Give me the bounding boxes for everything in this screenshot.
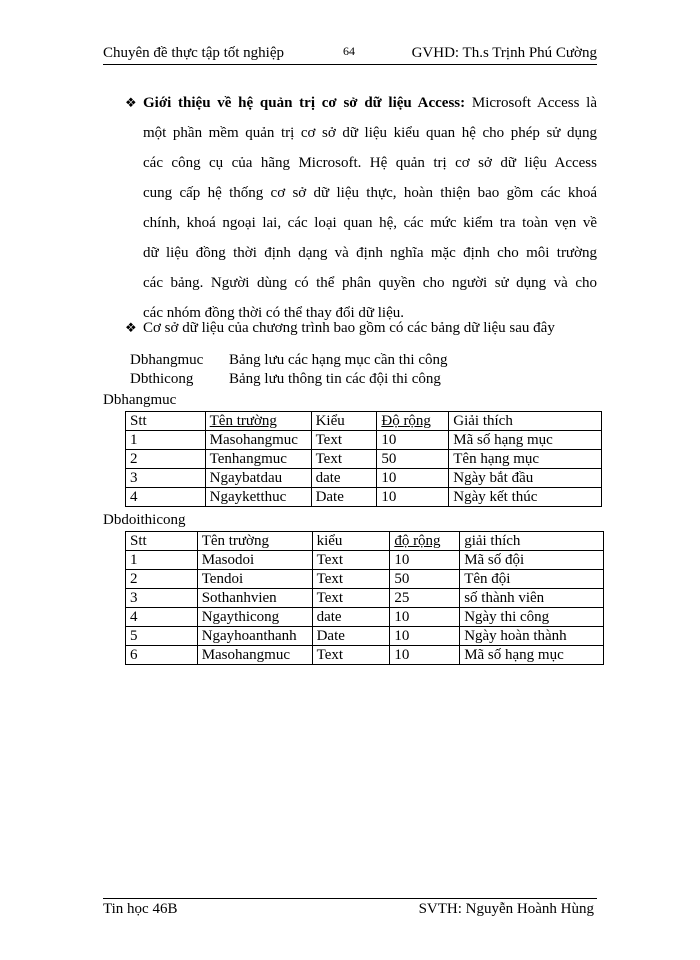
column-header: Giải thích [449,412,602,431]
table-cell: Tenhangmuc [205,450,311,469]
column-header: giải thích [460,532,604,551]
table-cell: Tên đội [460,570,604,589]
table-cell: 10 [390,551,460,570]
table-definition-list [130,352,447,390]
table-cell: Ngaybatdau [205,469,311,488]
column-header: Kiểu [311,412,377,431]
table-cell: 10 [377,431,449,450]
table-cell: 1 [126,431,206,450]
table-cell: 2 [126,570,198,589]
table-cell: 10 [377,469,449,488]
table-cell: date [312,608,390,627]
column-header: Tên trường [205,412,311,431]
table-cell: 10 [390,608,460,627]
column-header: Stt [126,412,206,431]
table-cell: Mã số hạng mục [449,431,602,450]
table-row [126,488,602,507]
table-cell: 4 [126,608,198,627]
table-row [126,450,602,469]
table-cell: Tên hạng mục [449,450,602,469]
table-cell: 10 [390,627,460,646]
intro-line-1-rest: Microsoft Access là [465,95,597,111]
column-header: Stt [126,532,198,551]
table-header-row [126,532,604,551]
table-cell: Mã số hạng mục [460,646,604,665]
definition-table-name: Dbthicong [130,371,194,387]
definition-row [130,352,447,371]
table-row [126,627,604,646]
column-header: độ rộng [390,532,460,551]
table-cell: Text [312,570,390,589]
dbhangmuc-table [125,411,602,507]
table-cell: Ngày thi công [460,608,604,627]
access-intro-paragraph [125,88,597,328]
table-cell: 3 [126,589,198,608]
footer-class: Tin học 46B [103,901,178,917]
intro-line: chính, khoá ngoại lai, các loại quan hệ, các mức kiểm tra toàn vẹn về [143,215,597,231]
intro-line: các công cụ của hãng Microsoft. Hệ quản trị cơ sở dữ liệu Access [143,155,597,171]
table-cell: Ngayketthuc [205,488,311,507]
table-row [126,570,604,589]
intro-bold-title: Giới thiệu về hệ quản trị cơ sở dữ liệu Access: [143,95,466,111]
dbdoithicong-table [125,531,604,665]
table2-title: Dbdoithicong [103,512,186,528]
intro-line: các bảng. Người dùng có thể phân quyền cho người sử dụng và cho [143,275,597,291]
table-row [126,589,604,608]
footer-student: SVTH: Nguyễn Hoành Hùng [418,901,594,917]
diamond-bullet-icon: ❖ [125,95,137,110]
table-cell: 1 [126,551,198,570]
table-cell: 50 [390,570,460,589]
table-cell: Text [311,431,377,450]
page-header [103,44,597,65]
intro-line-1 [125,88,597,118]
table-cell: Text [311,450,377,469]
header-course-title: Chuyên đề thực tập tốt nghiệp [103,45,285,61]
column-header: Tên trường [197,532,312,551]
table-cell: Ngày hoàn thành [460,627,604,646]
diamond-bullet-icon: ❖ [125,320,137,335]
column-header: Độ rộng [377,412,449,431]
table-cell: Ngayhoanthanh [197,627,312,646]
page-footer [103,898,597,921]
definition-row [130,371,447,390]
definition-table-name: Dbhangmuc [130,352,204,368]
table-cell: Date [312,627,390,646]
table1-title: Dbhangmuc [103,392,177,408]
table-row [126,608,604,627]
table-cell: 6 [126,646,198,665]
table-cell: Text [312,589,390,608]
table-cell: Sothanhvien [197,589,312,608]
database-lead-text [125,320,555,337]
column-header: kiểu [312,532,390,551]
table-cell: Masodoi [197,551,312,570]
header-supervisor: GVHD: Th.s Trịnh Phú Cường [411,45,597,61]
table-cell: 4 [126,488,206,507]
table-cell: Ngaythicong [197,608,312,627]
table-cell: số thành viên [460,589,604,608]
table-cell: Masohangmuc [197,646,312,665]
definition-description: Bảng lưu các hạng mục cần thi công [229,352,448,368]
table-cell: 10 [390,646,460,665]
table-cell: Date [311,488,377,507]
table-cell: Ngày bắt đầu [449,469,602,488]
intro-line: dữ liệu đồng thời định dạng và định nghĩa mặc định cho môi trường [143,245,597,261]
table-cell: 10 [377,488,449,507]
intro-line: cung cấp hệ thống cơ sở dữ liệu thực, hoàn thiện bao gồm các khoá [143,185,597,201]
table-cell: 5 [126,627,198,646]
table-header-row [126,412,602,431]
definition-description: Bảng lưu thông tin các đội thi công [229,371,441,387]
intro-line: một phần mềm quản trị cơ sở dữ liệu kiểu quan hệ cho phép sử dụng [143,125,597,141]
table-row [126,551,604,570]
table-cell: 3 [126,469,206,488]
table-row [126,469,602,488]
table-cell: Text [312,646,390,665]
table-cell: Text [312,551,390,570]
table-cell: date [311,469,377,488]
intro-line: các nhóm đồng thời có thể thay đổi dữ liệu. [143,305,405,321]
table-cell: 2 [126,450,206,469]
table-cell: Tendoi [197,570,312,589]
table-cell: Mã số đội [460,551,604,570]
lead-text: Cơ sở dữ liệu của chương trình bao gồm có các bảng dữ liệu sau đây [143,320,555,336]
table-cell: 50 [377,450,449,469]
page-number: 64 [343,44,355,58]
table-row [126,646,604,665]
table-cell: 25 [390,589,460,608]
table-cell: Masohangmuc [205,431,311,450]
table-row [126,431,602,450]
table-cell: Ngày kết thúc [449,488,602,507]
